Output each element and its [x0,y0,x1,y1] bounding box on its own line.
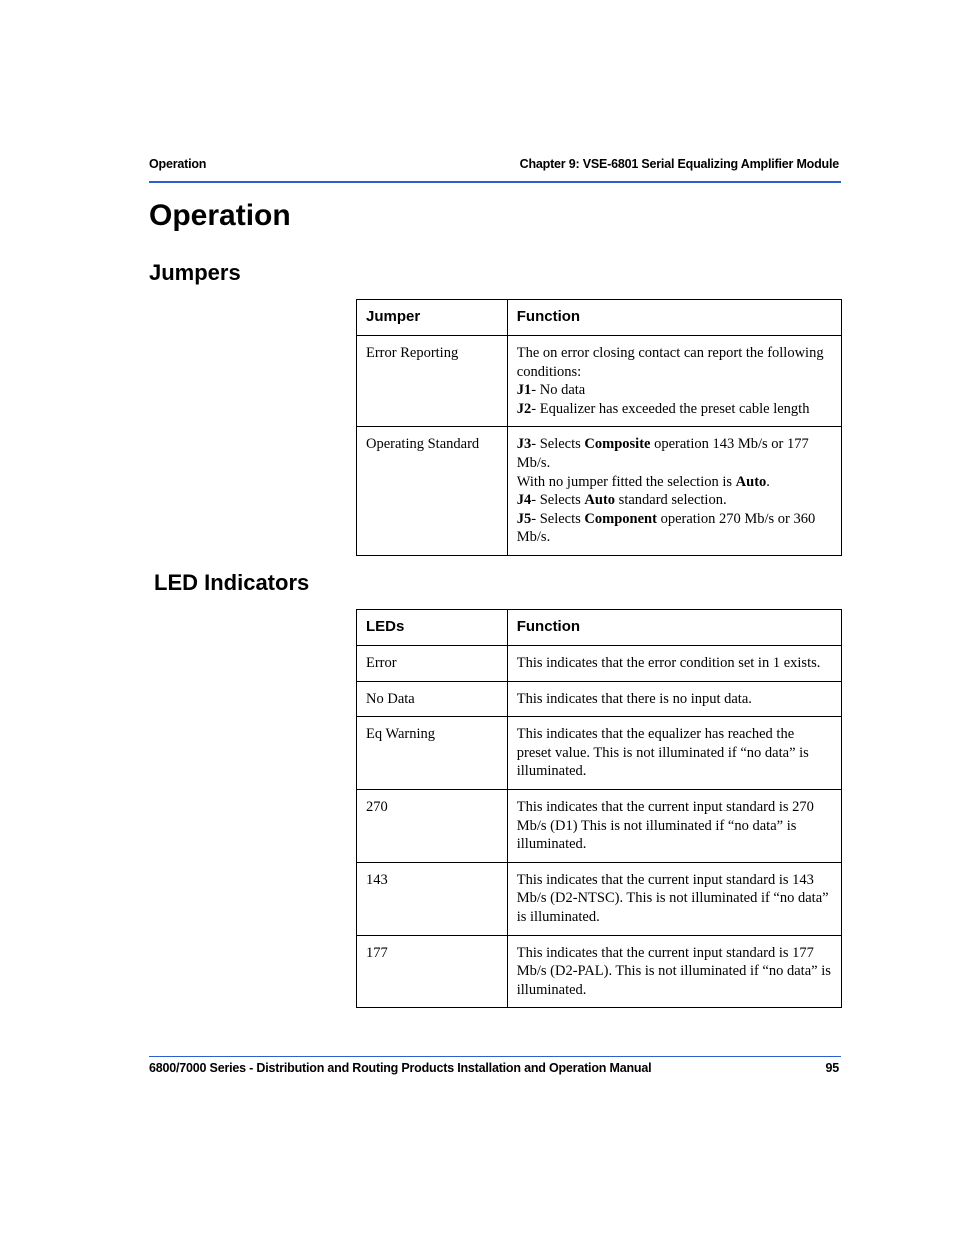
function-bold-term: Component [584,510,657,527]
function-line-j5 [517,510,832,547]
led-function: This indicates that the equalizer has reached the preset value. This is not illuminated if “no data” is illuminated. [507,717,841,790]
led-function: This indicates that the current input standard is 270 Mb/s (D1) This is not illuminated if “no data” is illuminated. [507,789,841,862]
header-section-title: Operation [149,157,207,171]
function-bold-term: Composite [584,436,651,453]
table-header-row [357,300,842,336]
led-function: This indicates that there is no input data. [507,681,841,717]
led-name: 177 [357,935,508,1008]
column-header-function: Function [507,300,841,336]
jumper-name: Error Reporting [357,336,508,427]
table-row [357,646,842,682]
function-text: - Selects [531,436,585,453]
function-text: - Selects [531,492,585,509]
table-row [357,336,842,427]
led-name: Error [357,646,508,682]
function-line-j4 [517,491,832,510]
function-text: . [766,473,770,490]
page-number: 95 [825,1061,839,1075]
jumpers-table [356,299,842,556]
function-text: operation 143 Mb/s or 177 Mb/s. [516,436,809,471]
page-header [149,155,841,183]
table-row [357,862,842,935]
function-text-j1: - No data [531,382,586,399]
jumpers-heading: Jumpers [149,260,241,285]
function-bold-term: Auto [584,492,616,509]
footer-manual-title: 6800/7000 Series - Distribution and Routing Products Installation and Operation Manual [149,1061,652,1075]
function-bold-term: Auto [735,473,767,490]
table-header-row [357,610,842,646]
led-indicators-table [356,609,842,1008]
function-line-j2 [517,400,832,419]
jumper-label-j5: J5 [516,510,532,527]
led-name: No Data [357,681,508,717]
led-function: This indicates that the current input standard is 177 Mb/s (D2-PAL). This is not illuminated if “no data” is illuminated. [507,935,841,1008]
function-text: operation 270 Mb/s or 360 Mb/s. [516,510,816,546]
function-line-j1 [517,381,832,400]
led-function: This indicates that the error condition set in 1 exists. [507,646,841,682]
jumper-name: Operating Standard [357,427,508,556]
jumper-label-j1: J1 [516,382,532,399]
table-row [357,789,842,862]
function-line-nojumper [517,473,832,492]
led-name: 143 [357,862,508,935]
led-name: 270 [357,789,508,862]
table-row [357,717,842,790]
function-text: - Selects [531,510,585,527]
function-text: standard selection. [615,492,727,509]
table-row [357,427,842,556]
function-text: With no jumper fitted the selection is [516,473,736,490]
function-line-j3 [517,435,832,472]
table-row [357,681,842,717]
led-function: This indicates that the current input standard is 143 Mb/s (D2-NTSC). This is not illuminated if “no data” is illuminated. [507,862,841,935]
column-header-jumper: Jumper [357,300,508,336]
jumper-function [507,427,841,556]
jumper-label-j4: J4 [516,492,532,509]
column-header-leds: LEDs [357,610,508,646]
jumper-function [507,336,841,427]
jumper-label-j3: J3 [516,436,532,453]
page-title: Operation [149,199,291,232]
table-row [357,935,842,1008]
function-intro: The on error closing contact can report the following conditions: [516,345,824,380]
function-text-j2: - Equalizer has exceeded the preset cable length [531,400,810,417]
header-chapter-title: Chapter 9: VSE-6801 Serial Equalizing Amplifier Module [519,157,839,171]
led-indicators-heading: LED Indicators [154,570,310,595]
column-header-function: Function [507,610,841,646]
page-footer [149,1056,841,1075]
jumper-label-j2: J2 [516,400,532,417]
led-name: Eq Warning [357,717,508,790]
